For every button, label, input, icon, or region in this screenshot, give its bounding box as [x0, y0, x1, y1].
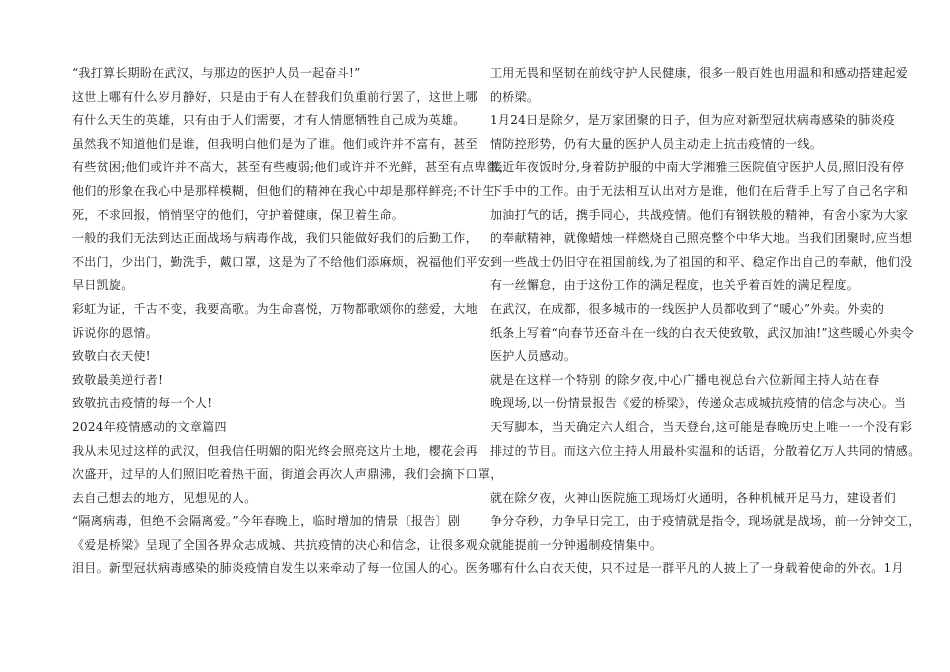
- text-line: 诉说你的恩情。: [72, 325, 159, 340]
- text-line: 这世上哪有什么岁月静好，只是由于有人在替我们负重前行罢了，这世上哪: [72, 89, 478, 104]
- text-line: 泪目。新型冠状病毒感染的肺炎疫情自发生以来牵动了每一位国人的心。医务: [72, 561, 491, 576]
- text-line: 有一丝懈怠，由于这份工作的满足程度，也关乎着百姓的满足程度。: [490, 278, 860, 293]
- text-line: 一般的我们无法到达正面战场与病毒作战，我们只能做好我们的后勤工作，: [72, 231, 478, 246]
- text-line: 有什么天生的英雄，只有由于人们需要，才有人情愿牺牲自己成为英雄。: [72, 113, 466, 128]
- text-line: 致敬最美逆行者!: [72, 372, 164, 387]
- text-line: 去自己想去的地方，见想见的人。: [72, 490, 257, 505]
- text-line: 致敬白衣天使!: [72, 349, 151, 364]
- text-line: 《爱是桥梁》呈现了全国各界众志成城、共抗疫情的决心和信念，让很多观众: [72, 537, 491, 552]
- text-line: 早日凯旋。: [72, 278, 134, 293]
- text-line: 有些贫困;他们或许并不高大，甚至有些瘦弱;他们或许并不光鲜，甚至有点卑微，: [72, 160, 512, 175]
- text-line: 到一些战士仍旧守在祖国前线,为了祖国的和平、稳定作出自己的奉献，他们没: [490, 254, 913, 269]
- text-line: 情防控形势，仍有大量的医护人员主动走上抗击疫情的一线。: [490, 136, 823, 151]
- text-line: 工用无畏和坚韧在前线守护人民健康，很多一般百姓也用温和和感动搭建起爱: [490, 66, 909, 80]
- text-line: [490, 463, 882, 487]
- text-line: 不出门，少出门，勤洗手，戴口罩，这是为了不给他们添麻烦，祝福他们平安: [72, 254, 491, 269]
- text-line: 晚现场,以一份情景报告《爱的桥梁》，传递众志成城抗疫情的信念与决心。当: [490, 396, 907, 411]
- text-line: 彩虹为证，千古不变，我要高歌。为生命喜悦，万物都歌颂你的慈爱，大地: [72, 301, 478, 316]
- text-line: 在武汉，在成都，很多城市的一线医护人员都收到了“暖心”外卖。外卖的: [490, 301, 885, 316]
- text-line: “我打算长期盼在武汉，与那边的医护人员一起奋斗!”: [72, 66, 361, 80]
- text-line: 天写脚本，当天确定六人组合，当天登台,这可能是春晚历史上唯一一个没有彩: [490, 419, 913, 434]
- text-line: 死，不求回报，悄悄坚守的他们，守护着健康，保卫着生命。: [72, 207, 405, 222]
- text-line: 次盛开，过早的人们照旧吃着热干面，街道会再次人声鼎沸，我们会摘下口罩，: [72, 467, 503, 482]
- right-text-column: [490, 62, 921, 581]
- text-line: 接近年夜饭时分,身着防护服的中南大学湘雅三医院值守医护人员,照旧没有停: [490, 160, 905, 175]
- text-line: 的桥梁。: [490, 89, 540, 104]
- left-text-column: [72, 62, 512, 581]
- text-line: 致敬抗击疫情的每一个人!: [72, 396, 213, 411]
- text-line: 纸条上写着“向春节还奋斗在一线的白衣天使致敬，武汉加油!”这些暖心外卖令: [490, 325, 914, 340]
- text-line: 下手中的工作。由于无法相互认出对方是谁，他们在后背手上写了自己名字和: [490, 183, 909, 198]
- text-line: 排过的节目。而这六位主持人用最朴实温和的话语，分散着亿万人共同的情感。: [490, 443, 921, 458]
- text-line: 他们的形象在我心中是那样模糊，但他们的精神在我心中却是那样鲜亮;不计生: [72, 183, 495, 198]
- text-line: 我从未见过这样的武汉，但我信任明媚的阳光终会照亮这片土地，樱花会再: [72, 443, 478, 458]
- text-line: 就是在这样一个特别 的除夕夜,中心广播电视总台六位新闻主持人站在春: [490, 372, 880, 387]
- text-line: 2024年疫情感动的文章篇四: [72, 419, 227, 434]
- text-line: 就能提前一分钟遏制疫情集中。: [490, 537, 663, 552]
- text-line: 加油打气的话，携手同心，共战疫情。他们有钢铁般的精神，有舍小家为大家: [490, 207, 909, 222]
- text-line: 1月24日是除夕，是万家团聚的日子，但为应对新型冠状病毒感染的肺炎疫: [490, 113, 896, 128]
- text-line: 的奉献精神，就像蜡烛一样燃烧自己照亮整个中华大地。当我们团聚时,应当想: [490, 231, 913, 246]
- text-line: “隔离病毒，但绝不会隔离爱。”今年春晚上，临时增加的情景〔报告〕剧: [72, 514, 461, 529]
- text-line: 虽然我不知道他们是谁，但我明白他们是为了谁。他们或许并不富有，甚至: [72, 136, 478, 151]
- text-line: 争分夺秒，力争早日完工，由于疫情就是指令，现场就是战场，前一分钟交工，: [490, 514, 921, 529]
- text-line: 就在除夕夜，火神山医院施工现场灯火通明，各种机械开足马力，建设者们: [490, 490, 896, 505]
- text-line: 医护人员感动。: [490, 349, 577, 364]
- text-line: 哪有什么白衣天使，只不过是一群平凡的人披上了一身载着使命的外衣。1月: [490, 561, 904, 576]
